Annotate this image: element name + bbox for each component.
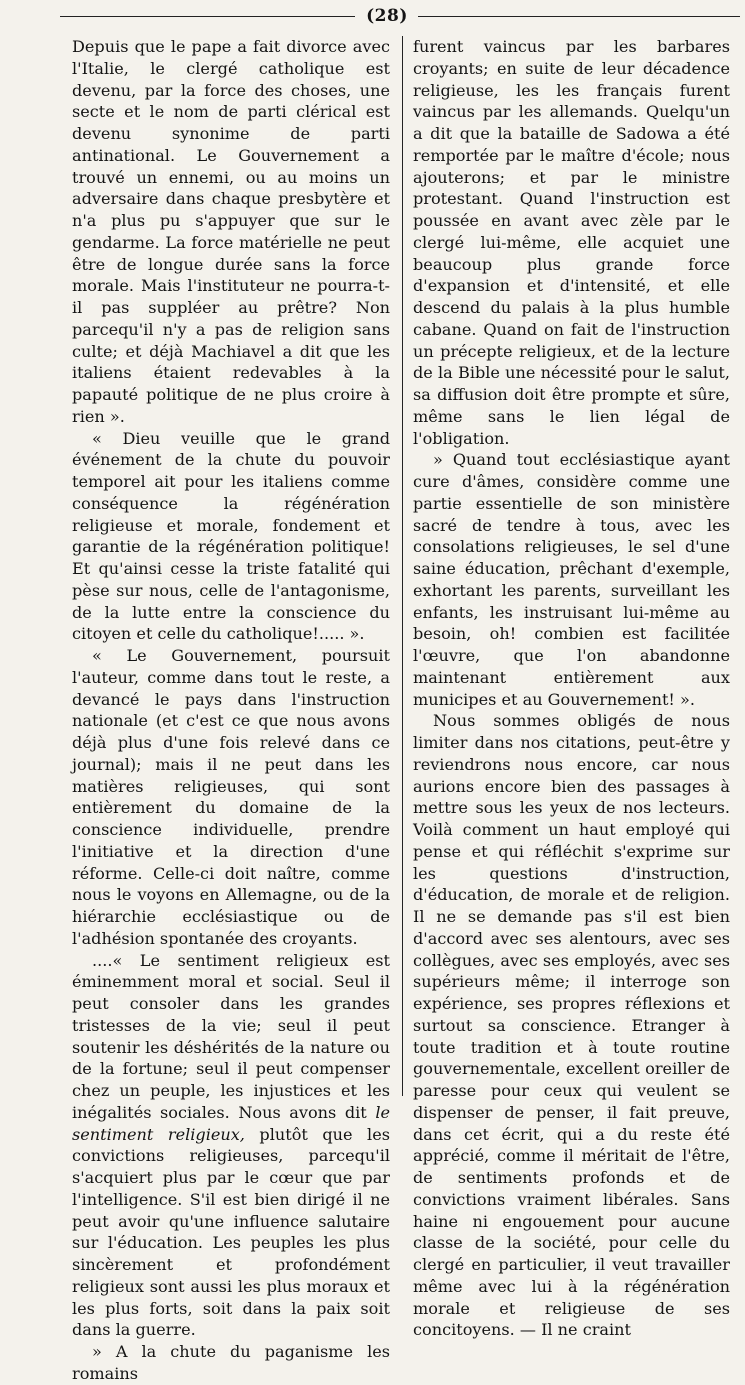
page-header <box>60 6 740 28</box>
paragraph: » Quand tout ecclésiastique ayant cure d'âmes, considère comme une partie essentielle de son ministère sacré de tendre à tous, avec les consolations religieuses, le sel d'une saine éducation, prêchant d'exemple, exhortant les parents, surveillant les enfants, les instruisant lui-même au besoin, oh! combien est facilitée l'œuvre, que l'on abandonne maintenant entièrement aux municipes et au Gouvernement! ». <box>413 450 730 709</box>
right-column <box>413 36 730 1341</box>
italic-phrase: le sentiment religieux, <box>72 1102 390 1144</box>
header-rule-right <box>418 16 740 17</box>
paragraph: furent vaincus par les barbares croyants; en suite de leur décadence religieuse, les les français furent vaincus par les allemands. Quelqu'un a dit que la bataille de Sadowa a été remportée par le maître d'école; nous ajouterons; et par le ministre protestant. Quand l'instruction est poussée en avant avec zèle par le clergé lui-même, elle acquiet une beaucoup plus grande force d'expansion et d'intensité, et elle descend du palais à la plus humble cabane. Quand on fait de l'instruction un précepte religieux, et de la lecture de la Bible une nécessité pour le salut, sa diffusion doit être prompte et sûre, même sans le lien légal de l'obligation. <box>413 37 730 448</box>
paragraph-text: ....« Le sentiment religieux est éminemment moral et social. Seul il peut consoler dans les grandes tristesses de la vie; seul il peut soutenir les déshérités de la nature ou de la fortune; seul il peut compenser chez un peuple, les injustices et les inégalités sociales. Nous avons dit <box>72 950 390 1122</box>
left-column <box>72 36 390 1385</box>
column-divider <box>402 36 403 1096</box>
paragraph-text: plutôt que les convictions religieuses, parcequ'il s'acquiert plus par le cœur que par l'intelligence. S'il est bien dirigé il ne peut avoir qu'une influence salutaire sur l'éducation. Les peuples les plus sincèrement et profondément religieux sont aussi les plus moraux et les plus forts, soit dans la paix soit dans la guerre. <box>72 1124 390 1340</box>
paragraph: Nous sommes obligés de nous limiter dans nos citations, peut-être y reviendrons nous encore, car nous aurions encore bien des passages à mettre sous les yeux de nos lecteurs. Voilà comment un haut employé qui pense et qui réfléchit s'exprime sur les questions d'instruction, d'éducation, de morale et de religion. Il ne se demande pas s'il est bien d'accord avec ses alentours, avec ses collègues, avec ses employés, avec ses supérieurs même; il interroge son expérience, ses propres réflexions et surtout sa conscience. Etranger à toute tradition et à toute routine gouvernementale, excellent oreiller de paresse pour ceux qui veulent se dispenser de penser, il fait preuve, dans cet écrit, qui a du reste été apprécié, comme il méritait de l'être, de sentiments profonds et de convictions vraiment libérales. Sans haine ni engouement pour aucune classe de la société, pour celle du clergé en particulier, il veut travailler même avec lui à la régénération morale et religieuse de ses concitoyens. — Il ne craint <box>413 711 730 1340</box>
paragraph <box>72 950 390 1342</box>
paragraph: « Dieu veuille que le grand événement de la chute du pouvoir temporel ait pour les italiens comme conséquence la régénération religieuse et morale, fondement et garantie de la régénération politique! Et qu'ainsi cesse la triste fatalité qui pèse sur nous, celle de l'antagonisme, de la lutte entre la conscience du citoyen et celle du catholique!..... ». <box>72 428 390 644</box>
paragraph: » A la chute du paganisme les romains <box>72 1342 390 1383</box>
page-number: (28) <box>366 6 408 26</box>
paragraph: Depuis que le pape a fait divorce avec l'Italie, le clergé catholique est devenu, par la force des choses, une secte et le nom de parti clérical est devenu synonime de parti antinational. Le Gouvernement a trouvé un ennemi, ou au moins un adversaire dans chaque presbytère et n'a plus pu s'appuyer que sur le gendarme. La force matérielle ne peut être de longue durée sans la force morale. Mais l'instituteur ne pourra-t-il pas suppléer au prêtre? Non parcequ'il n'y a pas de religion sans culte; et déjà Machiavel a dit que les italiens étaient redevables à la papauté politique de ne plus croire à rien ». <box>72 37 390 426</box>
header-rule-left <box>60 16 355 17</box>
paragraph: « Le Gouvernement, poursuit l'auteur, comme dans tout le reste, a devancé le pays dans l'instruction nationale (et c'est ce que nous avons déjà plus d'une fois relevé dans ce journal); mais il ne peut dans les matières religieuses, qui sont entièrement du domaine de la conscience individuelle, prendre l'initiative et la direction d'une réforme. Celle-ci doit naître, comme nous le voyons en Allemagne, ou de la hiérarchie ecclésiastique ou de l'adhésion spontanée des croyants. <box>72 646 390 948</box>
